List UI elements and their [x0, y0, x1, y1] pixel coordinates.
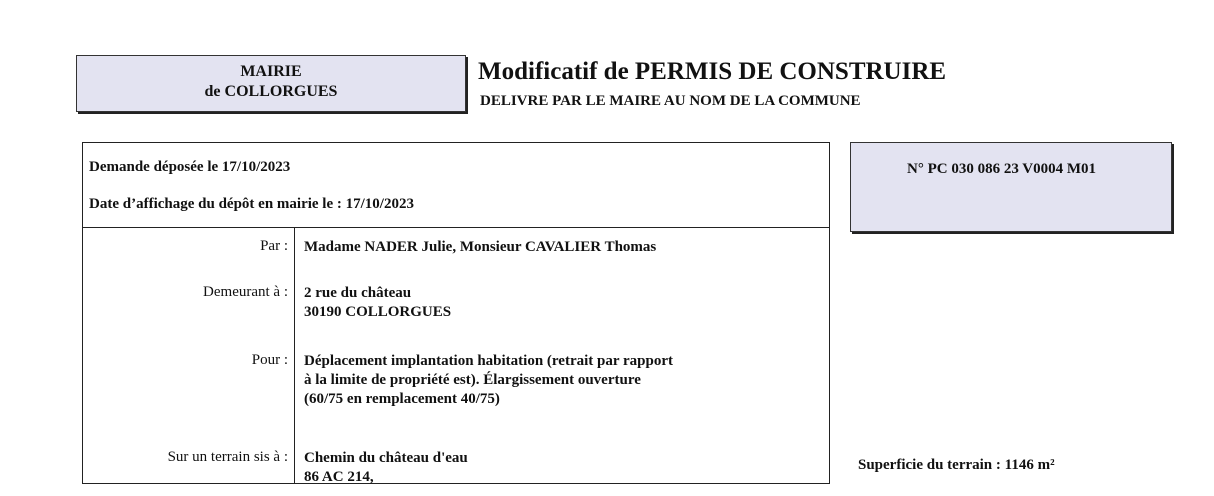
date-affichage: Date d’affichage du dépôt en mairie le : 17/10/2023: [89, 196, 414, 212]
terrain-value: [304, 449, 824, 487]
terrain-line: 86 AC 214,: [304, 469, 374, 485]
demeurant-value: [304, 284, 824, 322]
terrain-line: Chemin du château d'eau: [304, 450, 468, 466]
permit-number-box: [850, 142, 1172, 232]
pour-line: Déplacement implantation habitation (retrait par rapport: [304, 353, 674, 369]
address-city: 30190 COLLORGUES: [304, 304, 452, 320]
pour-value: [304, 352, 824, 409]
mairie-label: MAIRIE: [240, 63, 302, 80]
pour-label: Pour :: [251, 352, 288, 368]
mairie-box: [76, 55, 466, 112]
superficie-terrain: Superficie du terrain : 1146 m²: [858, 457, 1055, 473]
table-divider: [83, 227, 829, 228]
column-divider: [294, 227, 295, 483]
pour-line: (60/75 en remplacement 40/75): [304, 391, 500, 407]
document-subtitle: DELIVRE PAR LE MAIRE AU NOM DE LA COMMUNE: [480, 93, 861, 109]
commune-label: de COLLORGUES: [204, 83, 338, 100]
pour-line: à la limite de propriété est). Élargissement ouverture: [304, 372, 641, 388]
demeurant-label: Demeurant à :: [203, 284, 288, 300]
par-value: Madame NADER Julie, Monsieur CAVALIER Thomas: [304, 239, 657, 255]
permit-number: N° PC 030 086 23 V0004 M01: [907, 161, 1097, 177]
terrain-label: Sur un terrain sis à :: [167, 449, 288, 465]
par-label: Par :: [260, 238, 288, 254]
demande-deposee: Demande déposée le 17/10/2023: [89, 159, 291, 175]
document-title: Modificatif de PERMIS DE CONSTRUIRE: [478, 58, 947, 85]
address-street: 2 rue du château: [304, 285, 412, 301]
permit-details-table: [82, 142, 830, 484]
